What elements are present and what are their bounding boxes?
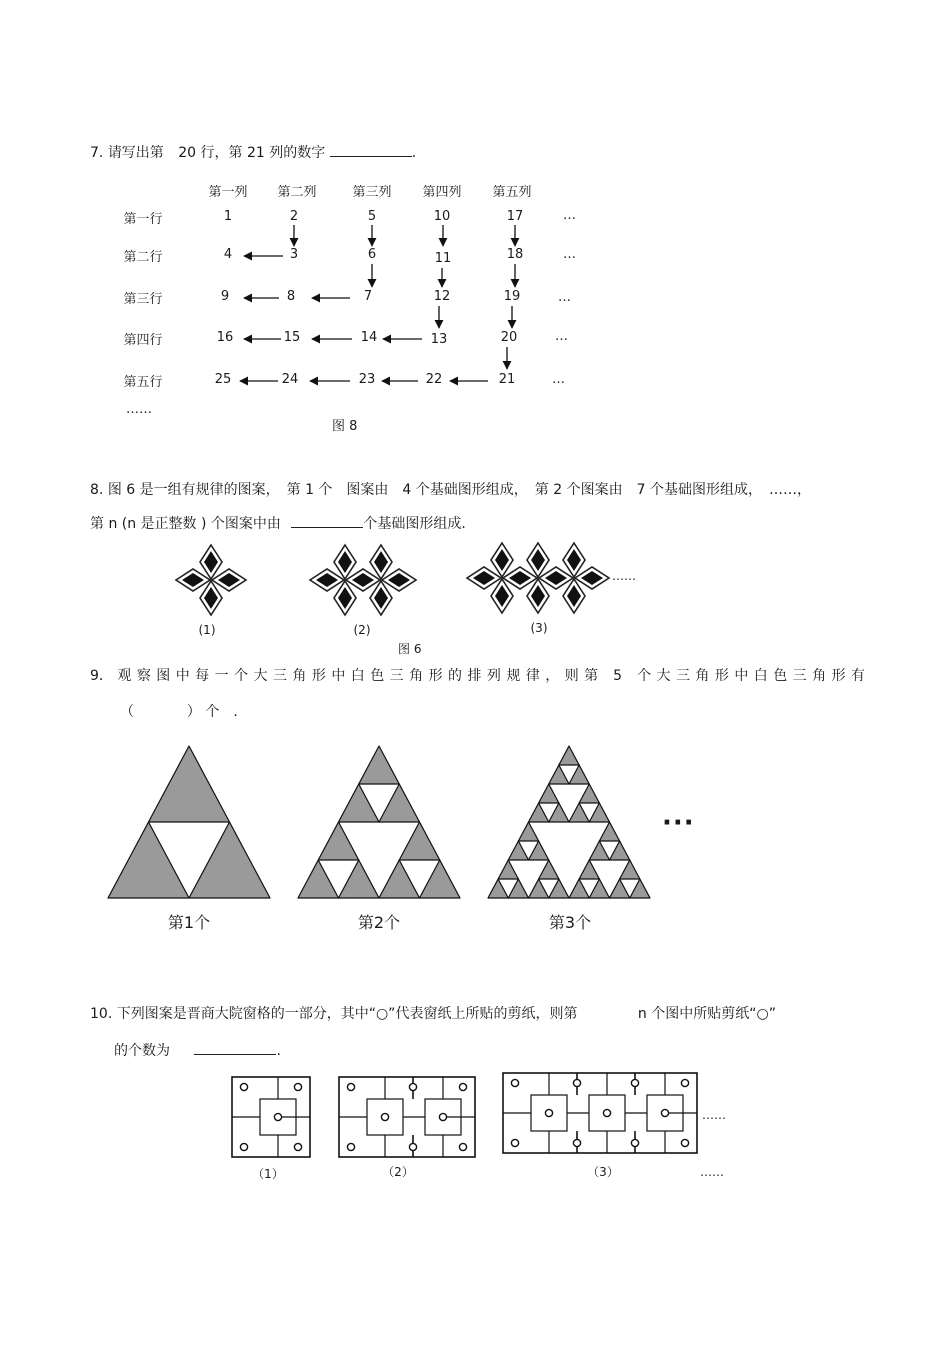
q10-line1-a: 下列图案是晋商大院窗格的一部分，其中“○”代表窗纸上所贴的剪纸，则第 [116, 1006, 578, 1022]
q7-grid-cell: 2 [289, 209, 299, 224]
q10-number: 10. [90, 1006, 113, 1022]
q10-paper-cut-circle [409, 1143, 416, 1150]
q8-figure-label: (1) [198, 623, 216, 637]
q10-paper-cut-circle [511, 1139, 518, 1146]
q7-grid-cell: 6 [367, 247, 377, 262]
q7-grid-cell: 12 [433, 289, 451, 304]
q10-paper-cut-circle [347, 1143, 354, 1150]
q10-figure-label: （1） [252, 1167, 284, 1181]
q7-grid-cell: 11 [434, 251, 452, 266]
q7-text-c: 列的数字 [269, 145, 326, 161]
q7-col-header: 第三列 [352, 185, 392, 200]
q10-paper-cut-circle [409, 1083, 416, 1090]
q10-paper-cut-circle [573, 1139, 580, 1146]
q7-row-ellipsis: … [558, 290, 571, 305]
q7-grid-cell: 25 [214, 372, 232, 387]
q9-figure-label: 第2个 [357, 913, 401, 932]
q8-caption: 图 6 [398, 642, 422, 656]
q7-grid-cell: 5 [367, 209, 377, 224]
q7-grid-cell: 4 [223, 247, 233, 262]
q7-grid-cell: 16 [216, 330, 234, 345]
q10-paper-cut-circle [347, 1083, 354, 1090]
q7-grid-cell: 13 [430, 332, 448, 347]
q7-col-header: 第四列 [422, 185, 462, 200]
q7-row-header: 第三行 [123, 292, 163, 307]
q7-grid-cell: 19 [503, 289, 521, 304]
q10-figure-1 [232, 1077, 310, 1157]
q7-grid-cell: 17 [506, 209, 524, 224]
q8-number: 8. [90, 482, 104, 498]
q8-figure-label: (3) [530, 621, 548, 635]
q10-paper-cut-circle [631, 1079, 638, 1086]
q7-n1: 20 [178, 145, 197, 161]
q7-grid-cell: 18 [506, 247, 524, 262]
q10-end: . [276, 1043, 281, 1059]
q10-paper-cut-circle [294, 1083, 301, 1090]
q10-paper-cut-circle [661, 1109, 668, 1116]
q7-grid-cell: 23 [358, 372, 376, 387]
q10-paper-cut-circle [681, 1139, 688, 1146]
q10-paper-cut-circle [459, 1083, 466, 1090]
q7-text-b: 行，第 [200, 145, 243, 161]
q9-figure-label: 第3个 [548, 913, 592, 932]
q7-grid-cell: 8 [286, 289, 296, 304]
q10-line2-text: 的个数为 [114, 1043, 170, 1059]
q7-grid-cell: 24 [281, 372, 299, 387]
q10-paper-cut-circle [631, 1139, 638, 1146]
q9-figure-label: 第1个 [167, 913, 211, 932]
q10-paper-cut-circle [681, 1079, 688, 1086]
q7-grid-cell: 3 [289, 247, 299, 262]
q10-figure-label: （2） [382, 1165, 414, 1179]
q7-number: 7. [90, 145, 104, 161]
q10-paper-cut-circle [439, 1113, 446, 1120]
q8-figure-label: (2) [353, 623, 371, 637]
q10-paper-cut-circle [459, 1143, 466, 1150]
q7-col-header: 第二列 [277, 185, 317, 200]
q7-grid-cell: 20 [500, 330, 518, 345]
q7-grid-cell: 15 [283, 330, 301, 345]
q8-line1-text: 图 6 是一组有规律的图案， 第 1 个 图案由 4 个基础图形组成， 第 2 个图案由 7 个基础图形组成， ……， [107, 482, 811, 498]
q10-paper-cut-circle [381, 1113, 388, 1120]
q10-paper-cut-circle [240, 1083, 247, 1090]
q10-figure-2 [339, 1077, 475, 1157]
q9-paren-close: ） [186, 704, 201, 720]
q9-paren-open: （ [120, 704, 134, 720]
q7-text-a: 请写出第 [107, 145, 164, 161]
q7-end: . [411, 145, 417, 161]
q8-line2-b: 个基础图形组成. [363, 516, 466, 532]
q7-col-header: 第五列 [492, 185, 532, 200]
q10-ellipsis-side: …… [702, 1108, 726, 1122]
q8-ellipsis: …… [612, 569, 636, 583]
q10-paper-cut-circle [274, 1113, 281, 1120]
q10-paper-cut-circle [545, 1109, 552, 1116]
q10-ellipsis-bottom: …… [700, 1165, 724, 1179]
q9-line2-text: 个 . [205, 704, 238, 720]
q7-col-header: 第一列 [208, 185, 248, 200]
q10-figure-label: （3） [587, 1165, 619, 1179]
q7-grid-cell: 22 [425, 372, 443, 387]
q10-paper-cut-circle [240, 1143, 247, 1150]
q7-row-header: 第一行 [123, 212, 163, 227]
q7-n2: 21 [247, 145, 265, 161]
q7-row-header: 第二行 [123, 250, 163, 265]
q7-row-ellipsis: … [555, 329, 568, 344]
q7-grid-cell: 1 [223, 209, 233, 224]
q7-row-ellipsis: … [552, 372, 565, 387]
q9-line1-text: 观 察 图 中 每 一 个 大 三 角 形 中 白 色 三 角 形 的 排 列 规 律 ， 则 第 5 个 大 三 角 形 中 白 色 三 角 形 有 [117, 668, 866, 684]
q10-figure-3 [503, 1073, 697, 1153]
q10-paper-cut-circle [603, 1109, 610, 1116]
q9-number: 9． [90, 668, 113, 684]
q7-grid-cell: 9 [220, 289, 230, 304]
q7-row-ellipsis: … [563, 208, 576, 223]
q7-grid-cell: 21 [498, 372, 516, 387]
q7-grid-cell: 14 [360, 330, 378, 345]
q7-row-header: 第四行 [123, 333, 163, 348]
q7-grid-cell: 7 [363, 289, 373, 304]
q10-paper-cut-circle [294, 1143, 301, 1150]
q10-paper-cut-circle [573, 1079, 580, 1086]
q7-more-rows: …… [126, 402, 152, 417]
q10-paper-cut-circle [511, 1079, 518, 1086]
q10-line1-b: n 个图中所贴剪纸“○” [637, 1006, 776, 1022]
q7-caption: 图 8 [332, 419, 358, 434]
q7-row-header: 第五行 [123, 375, 163, 390]
q7-grid-cell: 10 [433, 209, 451, 224]
q7-row-ellipsis: … [563, 247, 576, 262]
q8-line2-a: 第 n (n 是正整数 ) 个图案中由 [90, 516, 281, 532]
q9-dots: ··· [662, 808, 695, 838]
